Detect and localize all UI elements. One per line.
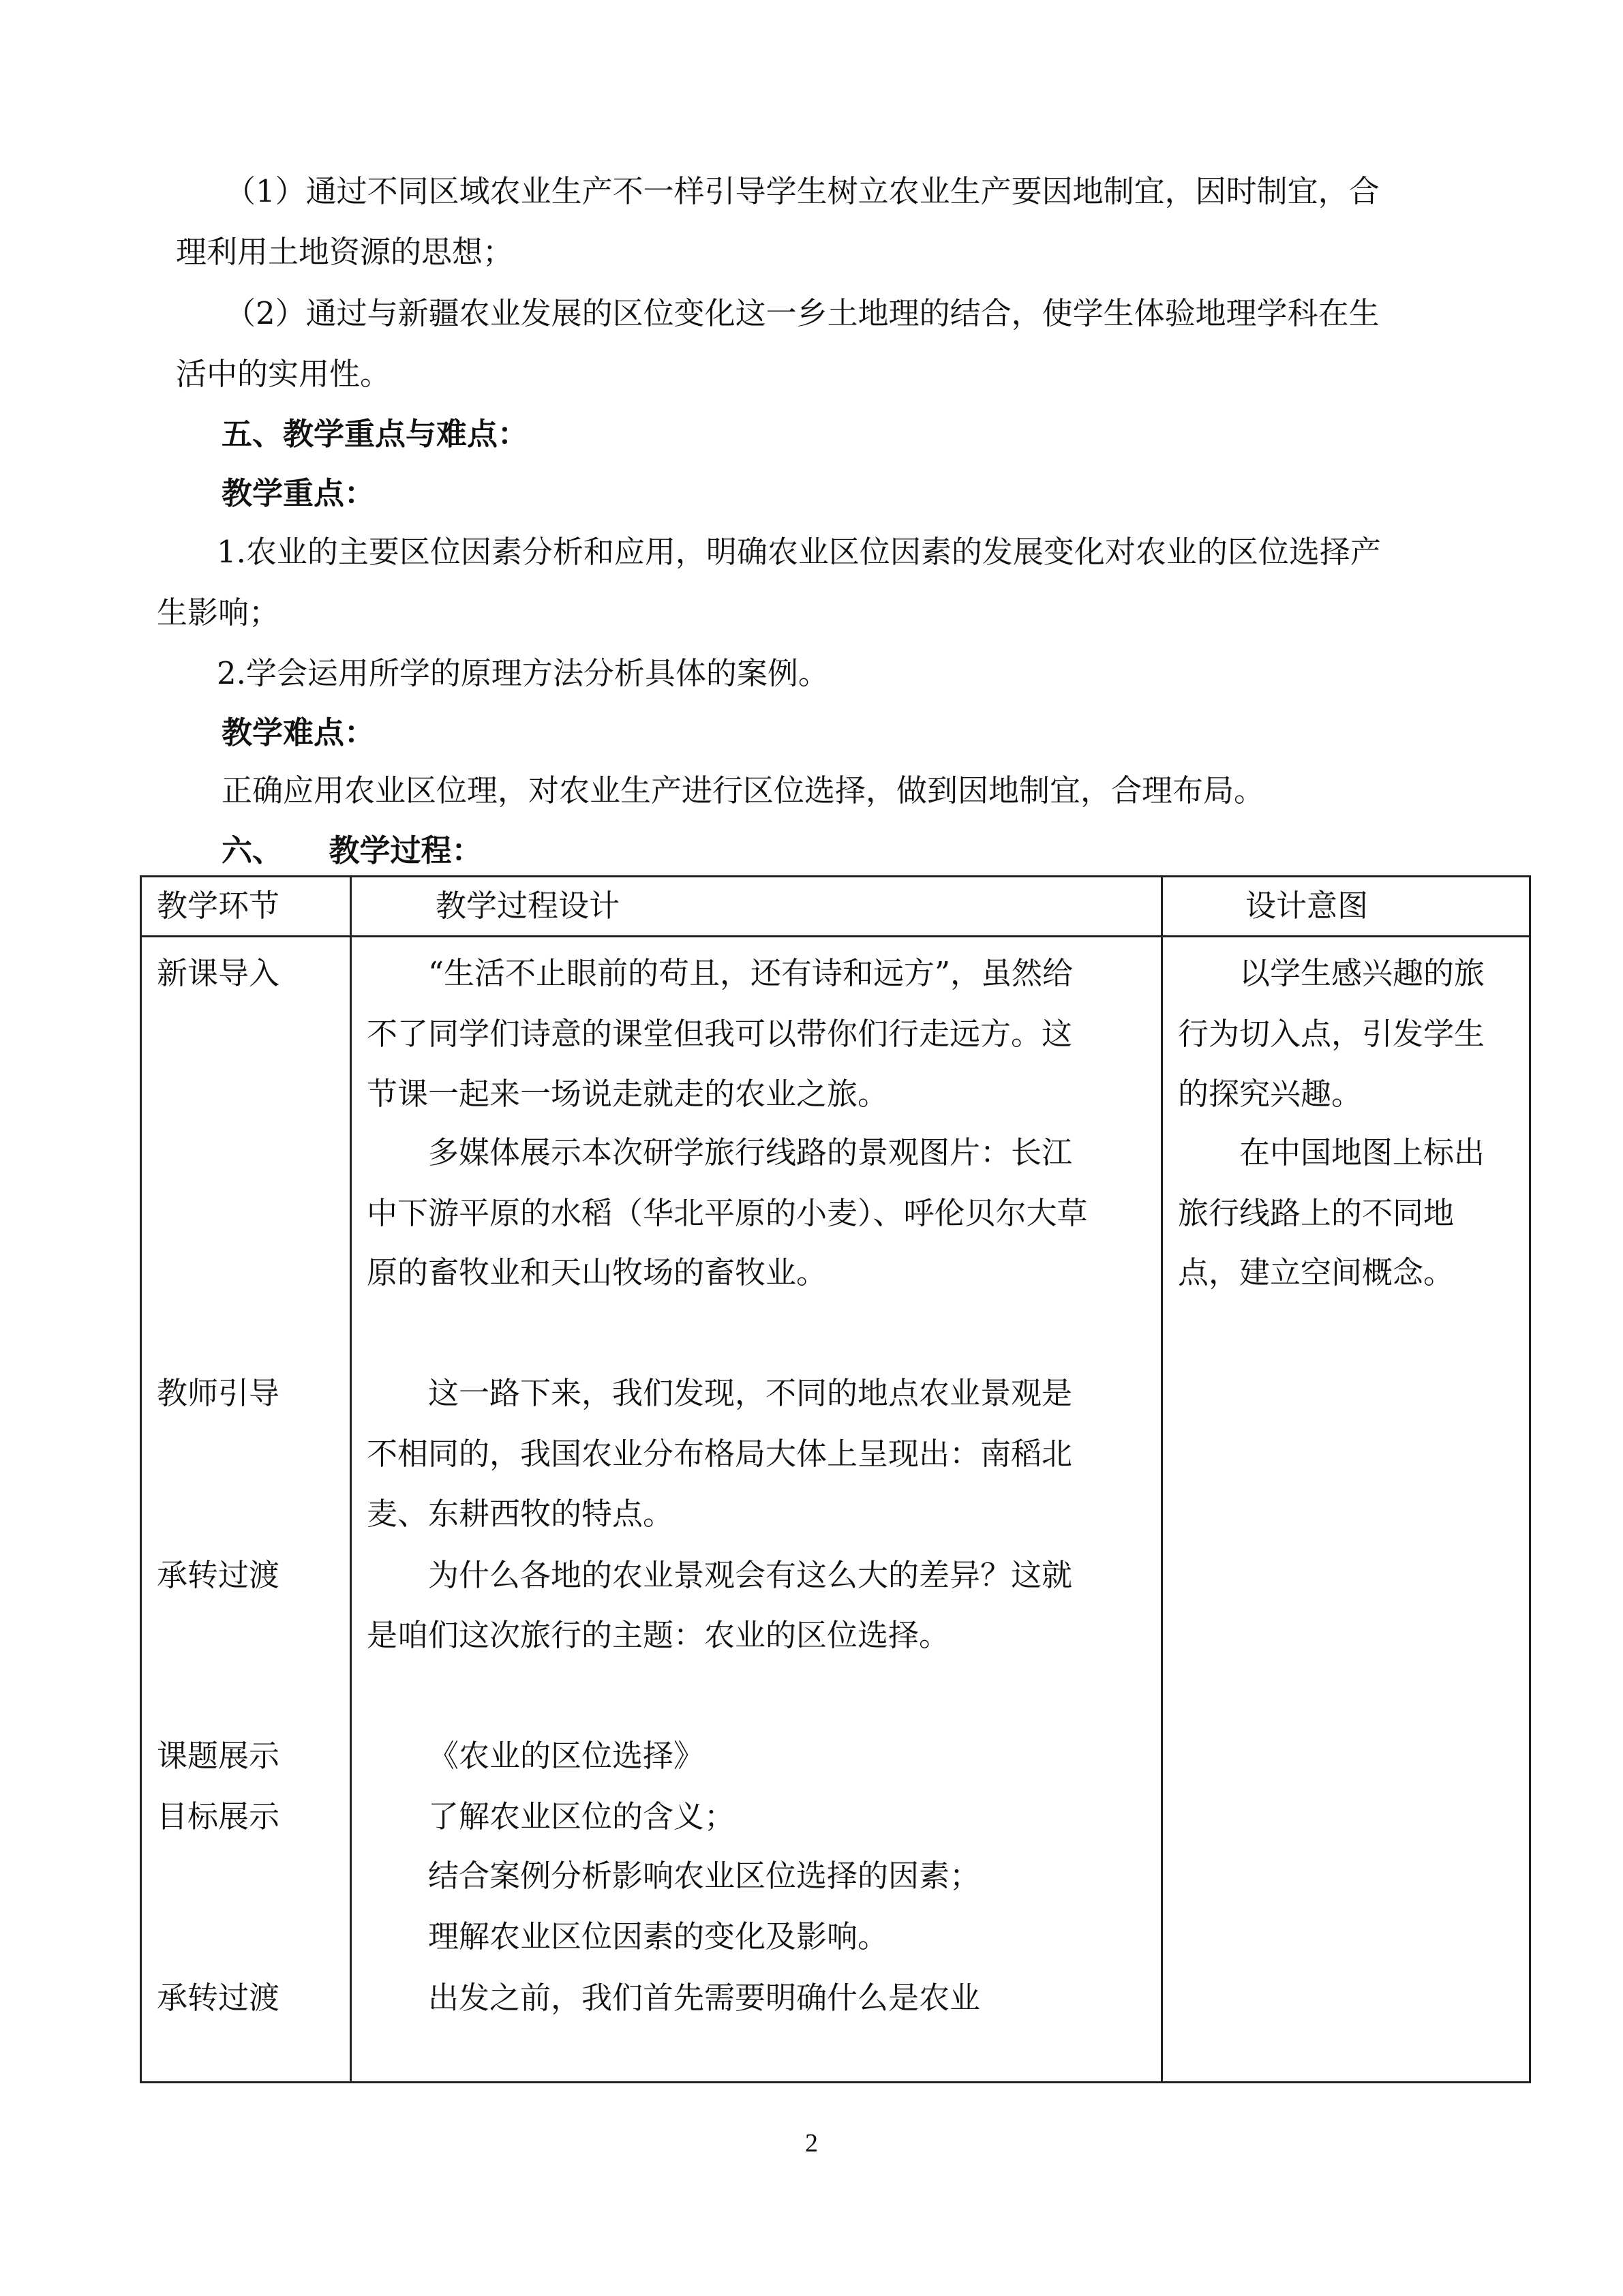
objective-1-line-1: （1）通过不同区域农业生产不一样引导学生树立农业生产要因地制宜，因时制宜，合: [225, 173, 1380, 209]
stage-topic-display: 课题展示: [157, 1738, 280, 1774]
stage-transition-2: 承转过渡: [157, 1980, 280, 2016]
intent-line: 点，建立空间概念。: [1178, 1254, 1455, 1290]
process-line: “生活不止眼前的苟且，还有诗和远方”，虽然给: [428, 955, 1074, 991]
process-line: 原的畜牧业和天山牧场的畜牧业。: [367, 1254, 828, 1290]
process-line: 麦、东耕西牧的特点。: [367, 1496, 674, 1532]
stage-teacher-guide: 教师引导: [157, 1375, 280, 1411]
key-points-heading: 教学重点：: [222, 475, 376, 511]
process-line: 结合案例分析影响农业区位选择的因素；: [428, 1858, 981, 1894]
objective-2-line-1: （2）通过与新疆农业发展的区位变化这一乡土地理的结合，使学生体验地理学科在生: [225, 295, 1380, 331]
intent-line: 的探究兴趣。: [1178, 1076, 1363, 1112]
header-process-label: 教学过程设计: [436, 888, 620, 924]
header-cell-intent: [1162, 877, 1530, 937]
process-line: 了解农业区位的含义；: [428, 1798, 735, 1834]
process-line: 是咱们这次旅行的主题：农业的区位选择。: [367, 1617, 950, 1653]
difficulty-text: 正确应用农业区位理，对农业生产进行区位选择，做到因地制宜，合理布局。: [222, 772, 1265, 809]
stage-transition-1: 承转过渡: [157, 1557, 280, 1593]
stage-cell: [141, 937, 351, 2083]
intent-line: 行为切入点，引发学生: [1178, 1016, 1485, 1052]
key-point-1-line-1: 1.农业的主要区位因素分析和应用，明确农业区位因素的发展变化对农业的区位选择产: [217, 534, 1381, 570]
process-line: 节课一起来一场说走就走的农业之旅。: [367, 1076, 889, 1112]
section-6-heading: 六、 教学过程：: [222, 832, 483, 868]
teaching-process-table: [140, 875, 1531, 2083]
section-5-heading: 五、教学重点与难点：: [222, 416, 529, 452]
process-line: 《农业的区位选择》: [428, 1738, 705, 1774]
header-cell-process: [351, 877, 1162, 937]
table-header-row: [141, 877, 1530, 937]
stage-new-lesson: 新课导入: [157, 955, 280, 991]
key-point-2: 2.学会运用所学的原理方法分析具体的案例。: [217, 655, 829, 691]
process-line: 不了同学们诗意的课堂但我可以带你们行走远方。这: [367, 1016, 1073, 1052]
intent-line: 在中国地图上标出: [1239, 1134, 1485, 1170]
header-stage-label: 教学环节: [157, 888, 280, 924]
objective-1-line-2: 理利用土地资源的思想；: [176, 234, 514, 270]
process-cell: [351, 937, 1162, 2083]
process-line: 这一路下来，我们发现，不同的地点农业景观是: [428, 1375, 1073, 1411]
process-line: 为什么各地的农业景观会有这么大的差异？这就: [428, 1557, 1073, 1593]
header-intent-label: 设计意图: [1245, 888, 1369, 924]
intent-line: 以学生感兴趣的旅: [1239, 955, 1485, 991]
objective-2-line-2: 活中的实用性。: [176, 356, 391, 392]
header-cell-stage: [141, 877, 351, 937]
process-line: 出发之前，我们首先需要明确什么是农业: [428, 1980, 981, 2016]
process-line: 理解农业区位因素的变化及影响。: [428, 1918, 889, 1954]
process-line: 不相同的，我国农业分布格局大体上呈现出：南稻北: [367, 1436, 1073, 1472]
key-point-1-line-2: 生影响；: [157, 594, 280, 631]
process-line: 多媒体展示本次研学旅行线路的景观图片：长江: [428, 1134, 1073, 1170]
stage-goal-display: 目标展示: [157, 1798, 280, 1834]
intent-cell: [1162, 937, 1530, 2083]
difficulty-heading: 教学难点：: [222, 714, 376, 751]
table-body-row: [141, 937, 1530, 2083]
intent-line: 旅行线路上的不同地: [1178, 1195, 1455, 1231]
process-line: 中下游平原的水稻（华北平原的小麦）、呼伦贝尔大草: [367, 1195, 1088, 1231]
page-number: 2: [805, 2129, 818, 2158]
